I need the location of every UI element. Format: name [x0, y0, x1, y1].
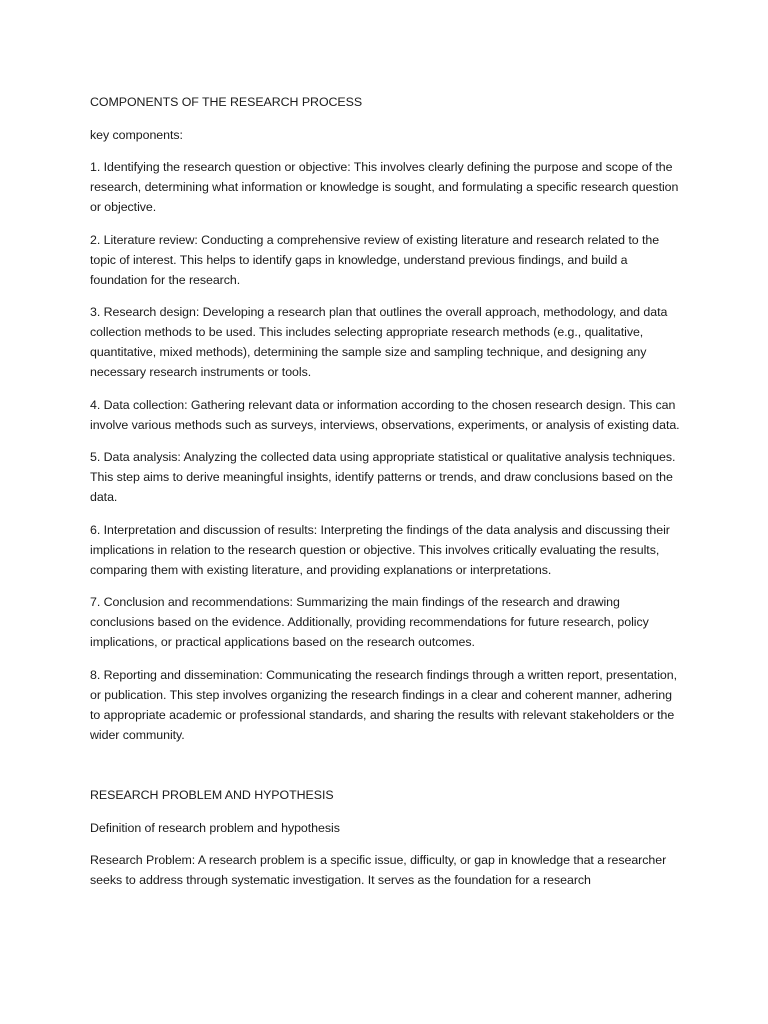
section-heading-research-problem: RESEARCH PROBLEM AND HYPOTHESIS	[90, 788, 334, 802]
subheading-definition: Definition of research problem and hypothesis	[90, 820, 340, 835]
list-item-4: 4. Data collection: Gathering relevant data or information according to the chosen research design. This can involve various methods such as surveys, interviews, observations, experiments, or analysis of existing data.	[90, 397, 680, 432]
list-item-7: 7. Conclusion and recommendations: Summarizing the main findings of the research and drawing conclusions based on the evidence. Additionally, providing recommendations for future research, policy implications, or practical applications based on the research outcomes.	[90, 595, 649, 649]
list-item-6: 6. Interpretation and discussion of results: Interpreting the findings of the data analysis and discussing their implications in relation to the research question or objective. This involves critically evaluating the results, comparing them with existing literature, and providing explanations or interpretations.	[90, 522, 670, 577]
list-item-3: 3. Research design: Developing a research plan that outlines the overall approach, methodology, and data collection methods to be used. This includes selecting appropriate research methods (e.g., qualitative, quantitative, mixed methods), determining the sample size and sampling technique, and designing any necessary research instruments or tools.	[90, 305, 668, 379]
section-spacer	[90, 757, 680, 785]
paragraph-research-problem: Research Problem: A research problem is a specific issue, difficulty, or gap in knowledge that a researcher seeks to address through systematic investigation. It serves as the foundation for a research	[90, 853, 667, 887]
document-body	[90, 92, 680, 903]
section-heading-components: COMPONENTS OF THE RESEARCH PROCESS	[90, 95, 363, 109]
intro-text: key components:	[90, 127, 183, 142]
list-item-2: 2. Literature review: Conducting a comprehensive review of existing literature and research related to the topic of interest. This helps to identify gaps in knowledge, understand previous findings, and build a foundation for the research.	[90, 232, 660, 287]
list-item-8: 8. Reporting and dissemination: Communicating the research findings through a written report, presentation, or publication. This step involves organizing the research findings in a clear and coherent manner, adhering to appropriate academic or professional standards, and sharing the results with relevant stakeholders or the wider community.	[90, 667, 677, 742]
list-item-5: 5. Data analysis: Analyzing the collected data using appropriate statistical or qualitative analysis techniques. This step aims to derive meaningful insights, identify patterns or trends, and draw conclusions based on the data.	[90, 450, 676, 504]
list-item-1: 1. Identifying the research question or objective: This involves clearly defining the purpose and scope of the research, determining what information or knowledge is sought, and formulating a specific research question or objective.	[90, 160, 679, 214]
